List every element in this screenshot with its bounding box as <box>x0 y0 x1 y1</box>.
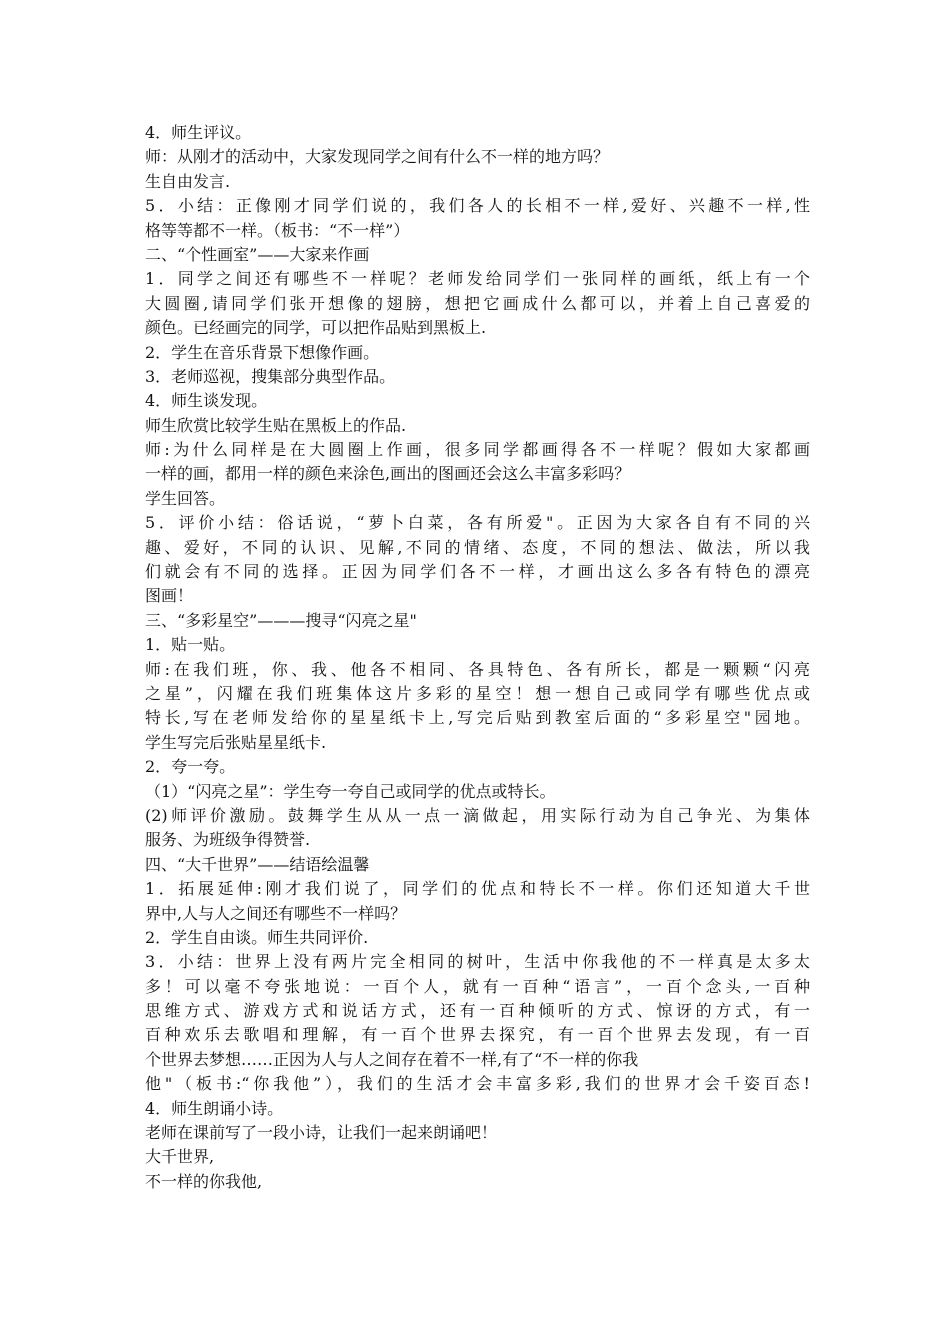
text-line: 百种欢乐去歌唱和理解，有一百个世界去探究，有一百个世界去发现，有一百 <box>145 1025 810 1045</box>
text-line: 1．贴一贴。 <box>145 635 236 655</box>
text-line: 老师在课前写了一段小诗，让我们一起来朗诵吧！ <box>145 1123 498 1143</box>
text-line: 多！可以毫不夸张地说：一百个人，就有一百种“语言”，一百个念头,一百种 <box>145 976 810 996</box>
text-line: 2．学生在音乐背景下想像作画。 <box>145 342 380 362</box>
text-line: 生自由发言. <box>145 171 231 191</box>
text-line: 4．师生谈发现。 <box>145 391 268 411</box>
text-line: （1）“闪亮之星”：学生夸一夸自己或同学的优点或特长。 <box>145 781 556 801</box>
text-line: 服务、为班级争得赞誉. <box>145 830 311 850</box>
text-line: 四、“大千世界”——结语绘温馨 <box>145 854 370 874</box>
text-line: (2)师评价激励。鼓舞学生从从一点一滴做起，用实际行动为自己争光、为集体 <box>145 805 810 825</box>
text-line: 思维方式、游戏方式和说话方式，还有一百种倾听的方式、惊讶的方式，有一 <box>145 1001 810 1021</box>
text-line: 5．小结：正像刚才同学们说的，我们各人的长相不一样,爱好、兴趣不一样,性 <box>145 196 810 216</box>
text-line: 学生回答。 <box>145 488 226 508</box>
text-line: 师:在我们班，你、我、他各不相同、各具特色、各有所长，都是一颗颗“闪亮 <box>145 659 810 679</box>
text-line: 格等等都不一样。（板书：“不一样”） <box>145 220 410 240</box>
text-line: 师:为什么同样是在大圆圈上作画，很多同学都画得各不一样呢？假如大家都画 <box>145 440 810 460</box>
text-line: 2．学生自由谈。师生共同评价. <box>145 927 369 947</box>
text-line: 二、“个性画室”——大家来作画 <box>145 244 370 264</box>
text-line: 图画！ <box>145 586 194 606</box>
document-body <box>145 121 810 1194</box>
text-line: 师生欣赏比较学生贴在黑板上的作品. <box>145 415 407 435</box>
text-line: 不一样的你我他, <box>145 1171 263 1191</box>
text-line: 一样的画，都用一样的颜色来涂色,画出的图画还会这么丰富多彩吗？ <box>145 464 631 484</box>
text-line: 之星”，闪耀在我们班集体这片多彩的星空！想一想自己或同学有哪些优点或 <box>145 683 810 703</box>
text-line: 1．拓展延伸:刚才我们说了，同学们的优点和特长不一样。你们还知道大千世 <box>145 879 810 899</box>
text-line: 大圆圈,请同学们张开想像的翅膀，想把它画成什么都可以，并着上自己喜爱的 <box>145 293 810 313</box>
text-line: 学生写完后张贴星星纸卡. <box>145 732 327 752</box>
text-line: 他"（板书:“你我他”），我们的生活才会丰富多彩,我们的世界才会千姿百态! <box>145 1074 810 1094</box>
text-line: 颜色。已经画完的同学，可以把作品贴到黑板上. <box>145 318 487 338</box>
text-line: 三、“多彩星空”———搜寻“闪亮之星" <box>145 610 417 630</box>
text-line: 特长,写在老师发给你的星星纸卡上,写完后贴到教室后面的“多彩星空"园地。 <box>145 708 810 728</box>
text-line: 界中,人与人之间还有哪些不一样吗？ <box>145 903 407 923</box>
text-line: 师：从刚才的活动中，大家发现同学之间有什么不一样的地方吗？ <box>145 147 610 167</box>
text-line: 5．评价小结：俗话说，“萝卜白菜，各有所爱"。正因为大家各自有不同的兴 <box>145 513 810 533</box>
text-line: 3．老师巡视，搜集部分典型作品。 <box>145 366 396 386</box>
text-line: 4．师生朗诵小诗。 <box>145 1098 284 1118</box>
text-line: 个世界去梦想……正因为人与人之间存在着不一样,有了“不一样的你我 <box>145 1049 639 1069</box>
text-line: 3．小结：世界上没有两片完全相同的树叶，生活中你我他的不一样真是太多太 <box>145 952 810 972</box>
text-line: 大千世界, <box>145 1147 215 1167</box>
text-line: 1．同学之间还有哪些不一样呢？老师发给同学们一张同样的画纸，纸上有一个 <box>145 269 810 289</box>
text-line: 们就会有不同的选择。正因为同学们各不一样，才画出这么多各有特色的漂亮 <box>145 562 810 582</box>
text-line: 趣、爱好，不同的认识、见解,不同的情绪、态度，不同的想法、做法，所以我 <box>145 537 810 557</box>
text-line: 2．夸一夸。 <box>145 757 236 777</box>
text-line: 4．师生评议。 <box>145 123 252 142</box>
